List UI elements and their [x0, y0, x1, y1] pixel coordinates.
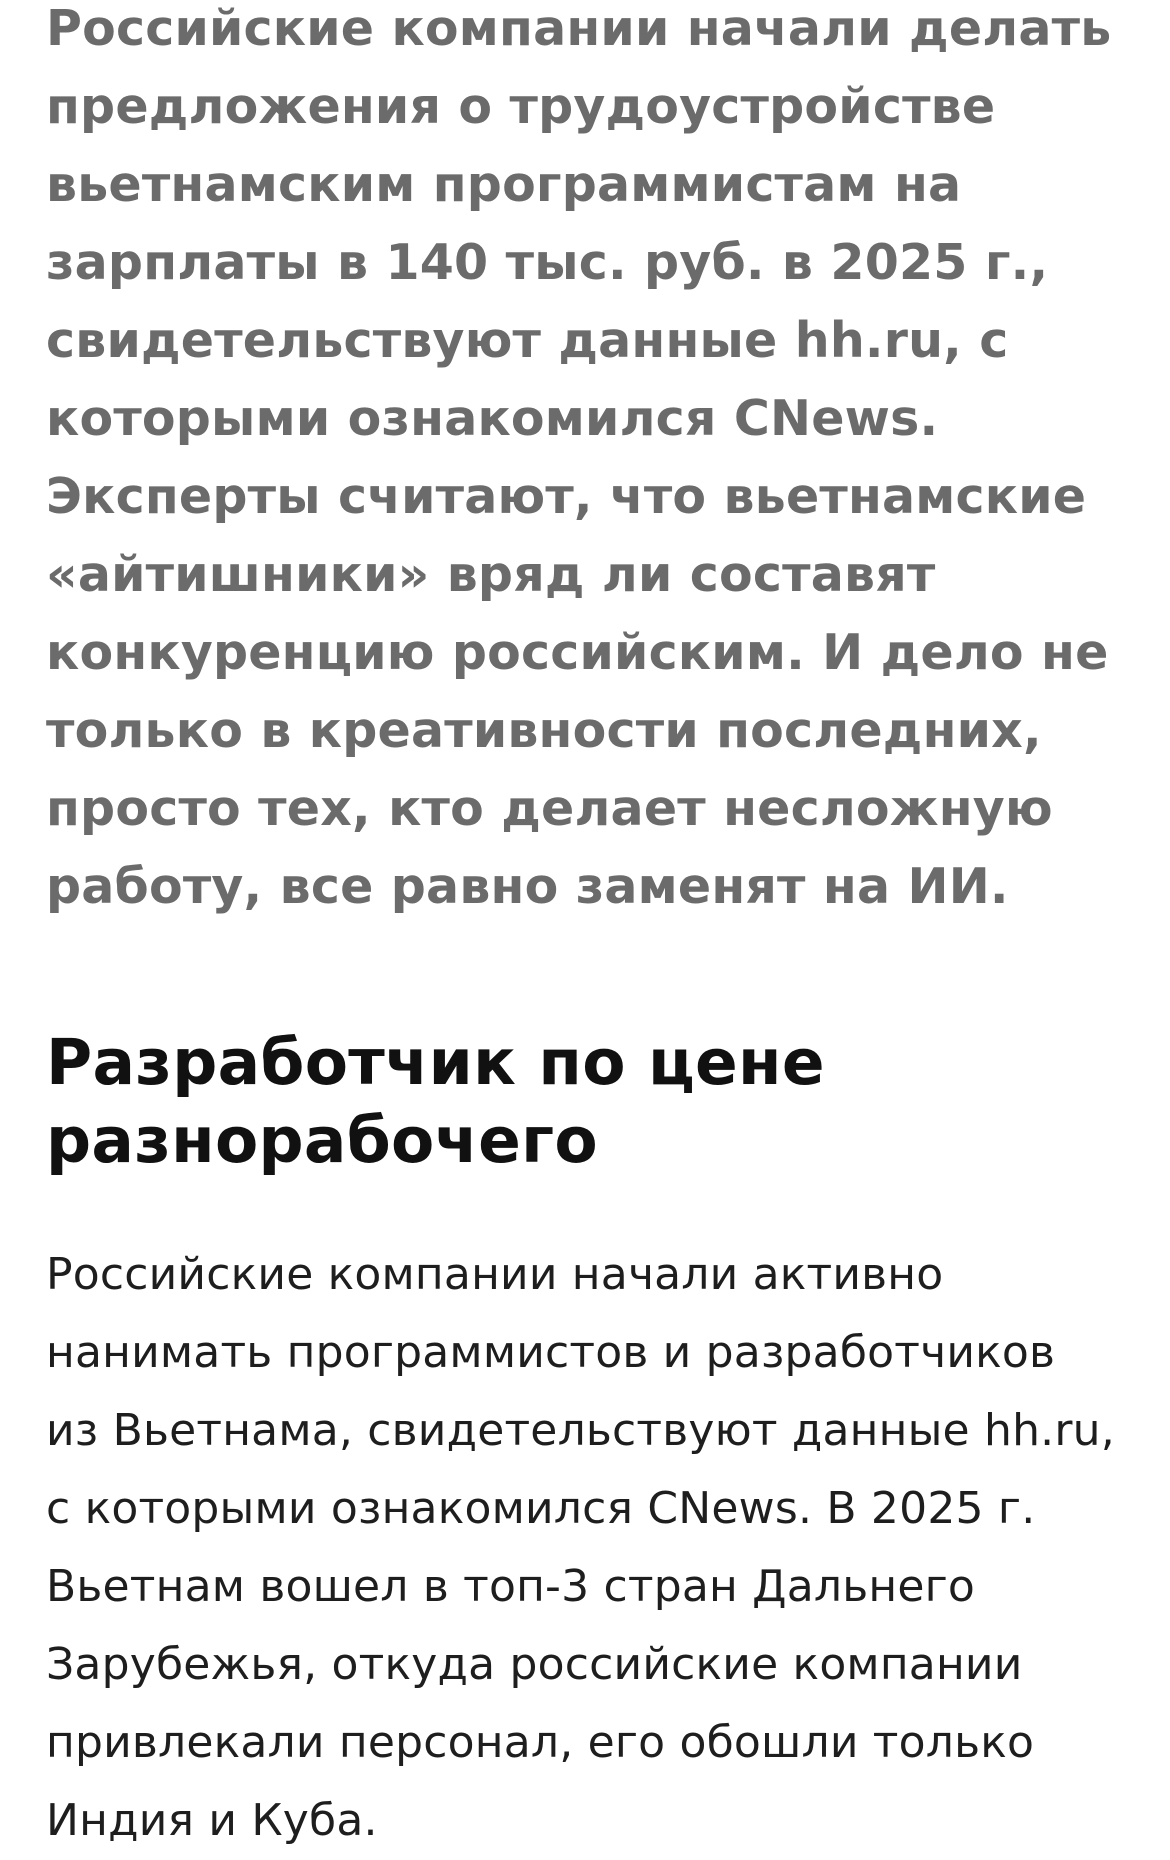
- section-heading: [46, 1024, 1126, 1180]
- body-line: привлекали персонал, его обошли только: [46, 1717, 1035, 1768]
- heading-line: Разработчик по цене: [46, 1026, 825, 1099]
- lead-line: конкуренцию российским. И дело не: [46, 624, 1109, 681]
- lead-line: свидетельствуют данные hh.ru, с: [46, 312, 1009, 369]
- lead-line: Эксперты считают, что вьетнамские: [46, 468, 1087, 525]
- body-line: нанимать программистов и разработчиков: [46, 1327, 1056, 1378]
- lead-line: которыми ознакомился CNews.: [46, 390, 939, 447]
- body-line: Российские компании начали активно: [46, 1249, 944, 1300]
- lead-line: «айтишники» вряд ли составят: [46, 546, 936, 603]
- lead-line: зарплаты в 140 тыс. руб. в 2025 г.,: [46, 234, 1049, 291]
- lead-line: просто тех, кто делает несложную: [46, 780, 1053, 837]
- body-line: Индия и Куба.: [46, 1795, 378, 1846]
- lead-line: Российские компании начали делать: [46, 0, 1112, 57]
- body-line: Зарубежья, откуда российские компании: [46, 1639, 1023, 1690]
- heading-line: разнорабочего: [46, 1104, 598, 1177]
- body-line: Вьетнам вошел в топ-3 стран Дальнего: [46, 1561, 976, 1612]
- body-line: с которыми ознакомился CNews. В 2025 г.: [46, 1483, 1036, 1534]
- article-body-paragraph: [46, 1236, 1126, 1860]
- lead-line: предложения о трудоустройстве: [46, 78, 996, 135]
- lead-line: работу, все равно заменят на ИИ.: [46, 858, 1009, 915]
- lead-line: вьетнамским программистам на: [46, 156, 962, 213]
- article: [46, 0, 1126, 1860]
- body-line: из Вьетнама, свидетельствуют данные hh.ru,: [46, 1405, 1115, 1456]
- article-lead: [46, 0, 1126, 926]
- lead-line: только в креативности последних,: [46, 702, 1042, 759]
